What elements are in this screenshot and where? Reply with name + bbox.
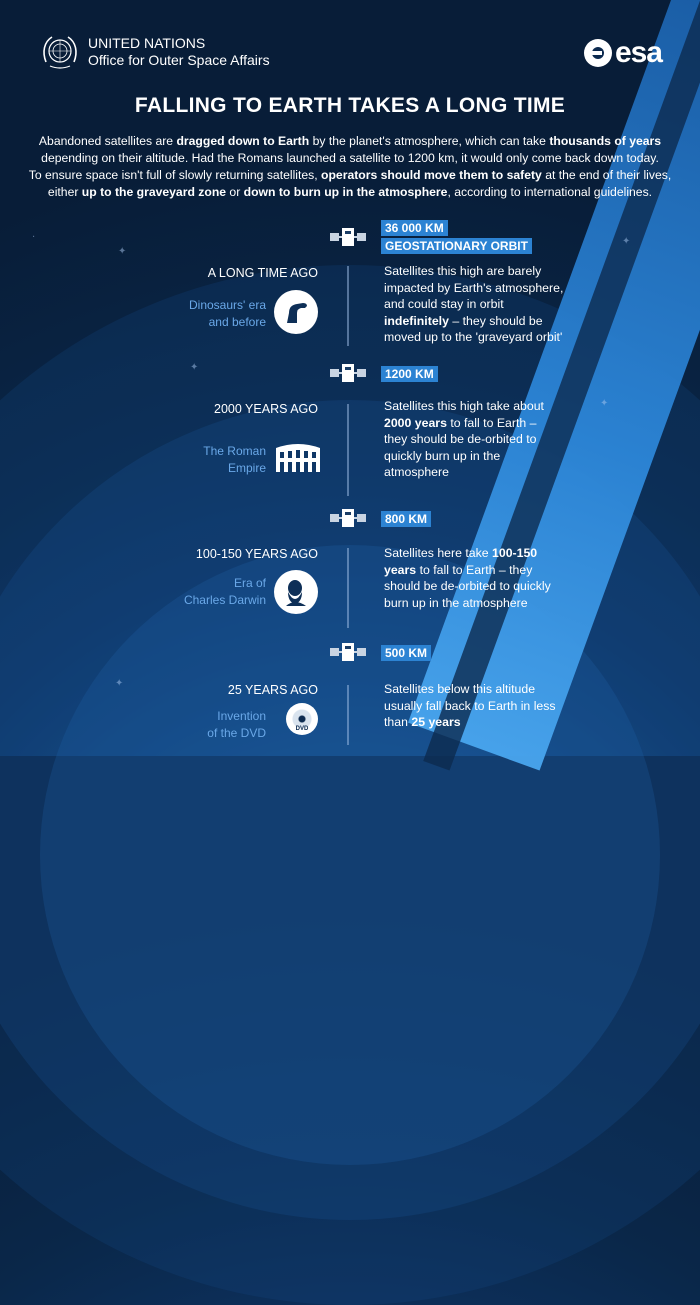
level-description: Satellites this high take about 2000 years to fall to Earth – they should be de-orbited to quickly burn up in the atmosphere xyxy=(384,399,544,480)
star-icon: ✦ xyxy=(190,362,199,373)
timeline-axis xyxy=(347,266,349,346)
era-name: Dinosaurs' era and before xyxy=(189,298,266,329)
un-office-name: Office for Outer Space Affairs xyxy=(88,52,270,68)
era-name: Invention of the DVD xyxy=(207,709,266,740)
dvd-label: DVD xyxy=(295,726,309,732)
esa-e-icon xyxy=(583,38,613,68)
timeline-axis xyxy=(347,404,349,496)
era-name: Era of Charles Darwin xyxy=(183,576,266,607)
altitude-label: 1200 KM xyxy=(381,366,438,382)
era-time: 100-150 YEARS AGO xyxy=(195,547,318,561)
level-description: Satellites this high are barely impacted by Earth's atmosphere, and could stay in orbit indefinitely – they should be moved up to the 'graveyard orbit' xyxy=(384,264,564,345)
colosseum-icon xyxy=(274,440,322,474)
era-name: The Roman Empire xyxy=(203,444,266,475)
star-icon: ✦ xyxy=(115,678,124,689)
era-time: A LONG TIME AGO xyxy=(207,266,318,280)
page-title: FALLING TO EARTH TAKES A LONG TIME xyxy=(134,94,566,117)
timeline-axis xyxy=(347,548,349,628)
esa-wordmark: esa xyxy=(614,36,662,69)
star-icon: ✦ xyxy=(118,246,127,257)
un-emblem-icon xyxy=(40,32,80,72)
satellite-icon xyxy=(330,641,366,663)
era-time: 25 YEARS AGO xyxy=(227,683,318,697)
orbit-label: GEOSTATIONARY ORBIT xyxy=(381,238,532,254)
altitude-label: 500 KM xyxy=(381,645,431,661)
level-description: Satellites here take 100-150 years to fall to Earth – they should be de-orbited to quickly burn up in the atmosphere xyxy=(384,546,551,610)
un-oosa-logo xyxy=(40,32,270,72)
star-icon: ✦ xyxy=(622,236,631,247)
dinosaur-icon xyxy=(274,290,318,334)
intro-paragraph: Abandoned satellites are dragged down to Earth by the planet's atmosphere, which can take thousands of years depending on their altitude. Had the Romans launched a satellite to 1200 km, it would only come back down today. To ensure space isn't full of slowly returning satellites, operators should move them to safety at the end of their lives, either up to the graveyard zone or down to burn up in the atmosphere, according to international guidelines. xyxy=(28,134,672,199)
level-description: Satellites below this altitude usually fall back to Earth in less than 25 years xyxy=(384,682,556,730)
altitude-label: 800 KM xyxy=(381,511,431,527)
darwin-portrait-icon xyxy=(274,570,318,614)
esa-logo xyxy=(583,36,662,70)
un-name: UNITED NATIONS xyxy=(88,35,206,51)
star-icon: ✦ xyxy=(600,398,609,409)
era-time: 2000 YEARS AGO xyxy=(214,402,318,416)
satellite-icon xyxy=(330,362,366,384)
star-icon: · xyxy=(32,232,36,243)
altitude-label: 36 000 KM xyxy=(381,220,448,236)
satellite-icon xyxy=(330,507,366,529)
satellite-icon xyxy=(330,226,366,248)
dvd-icon xyxy=(286,703,318,735)
timeline-axis xyxy=(347,685,349,745)
